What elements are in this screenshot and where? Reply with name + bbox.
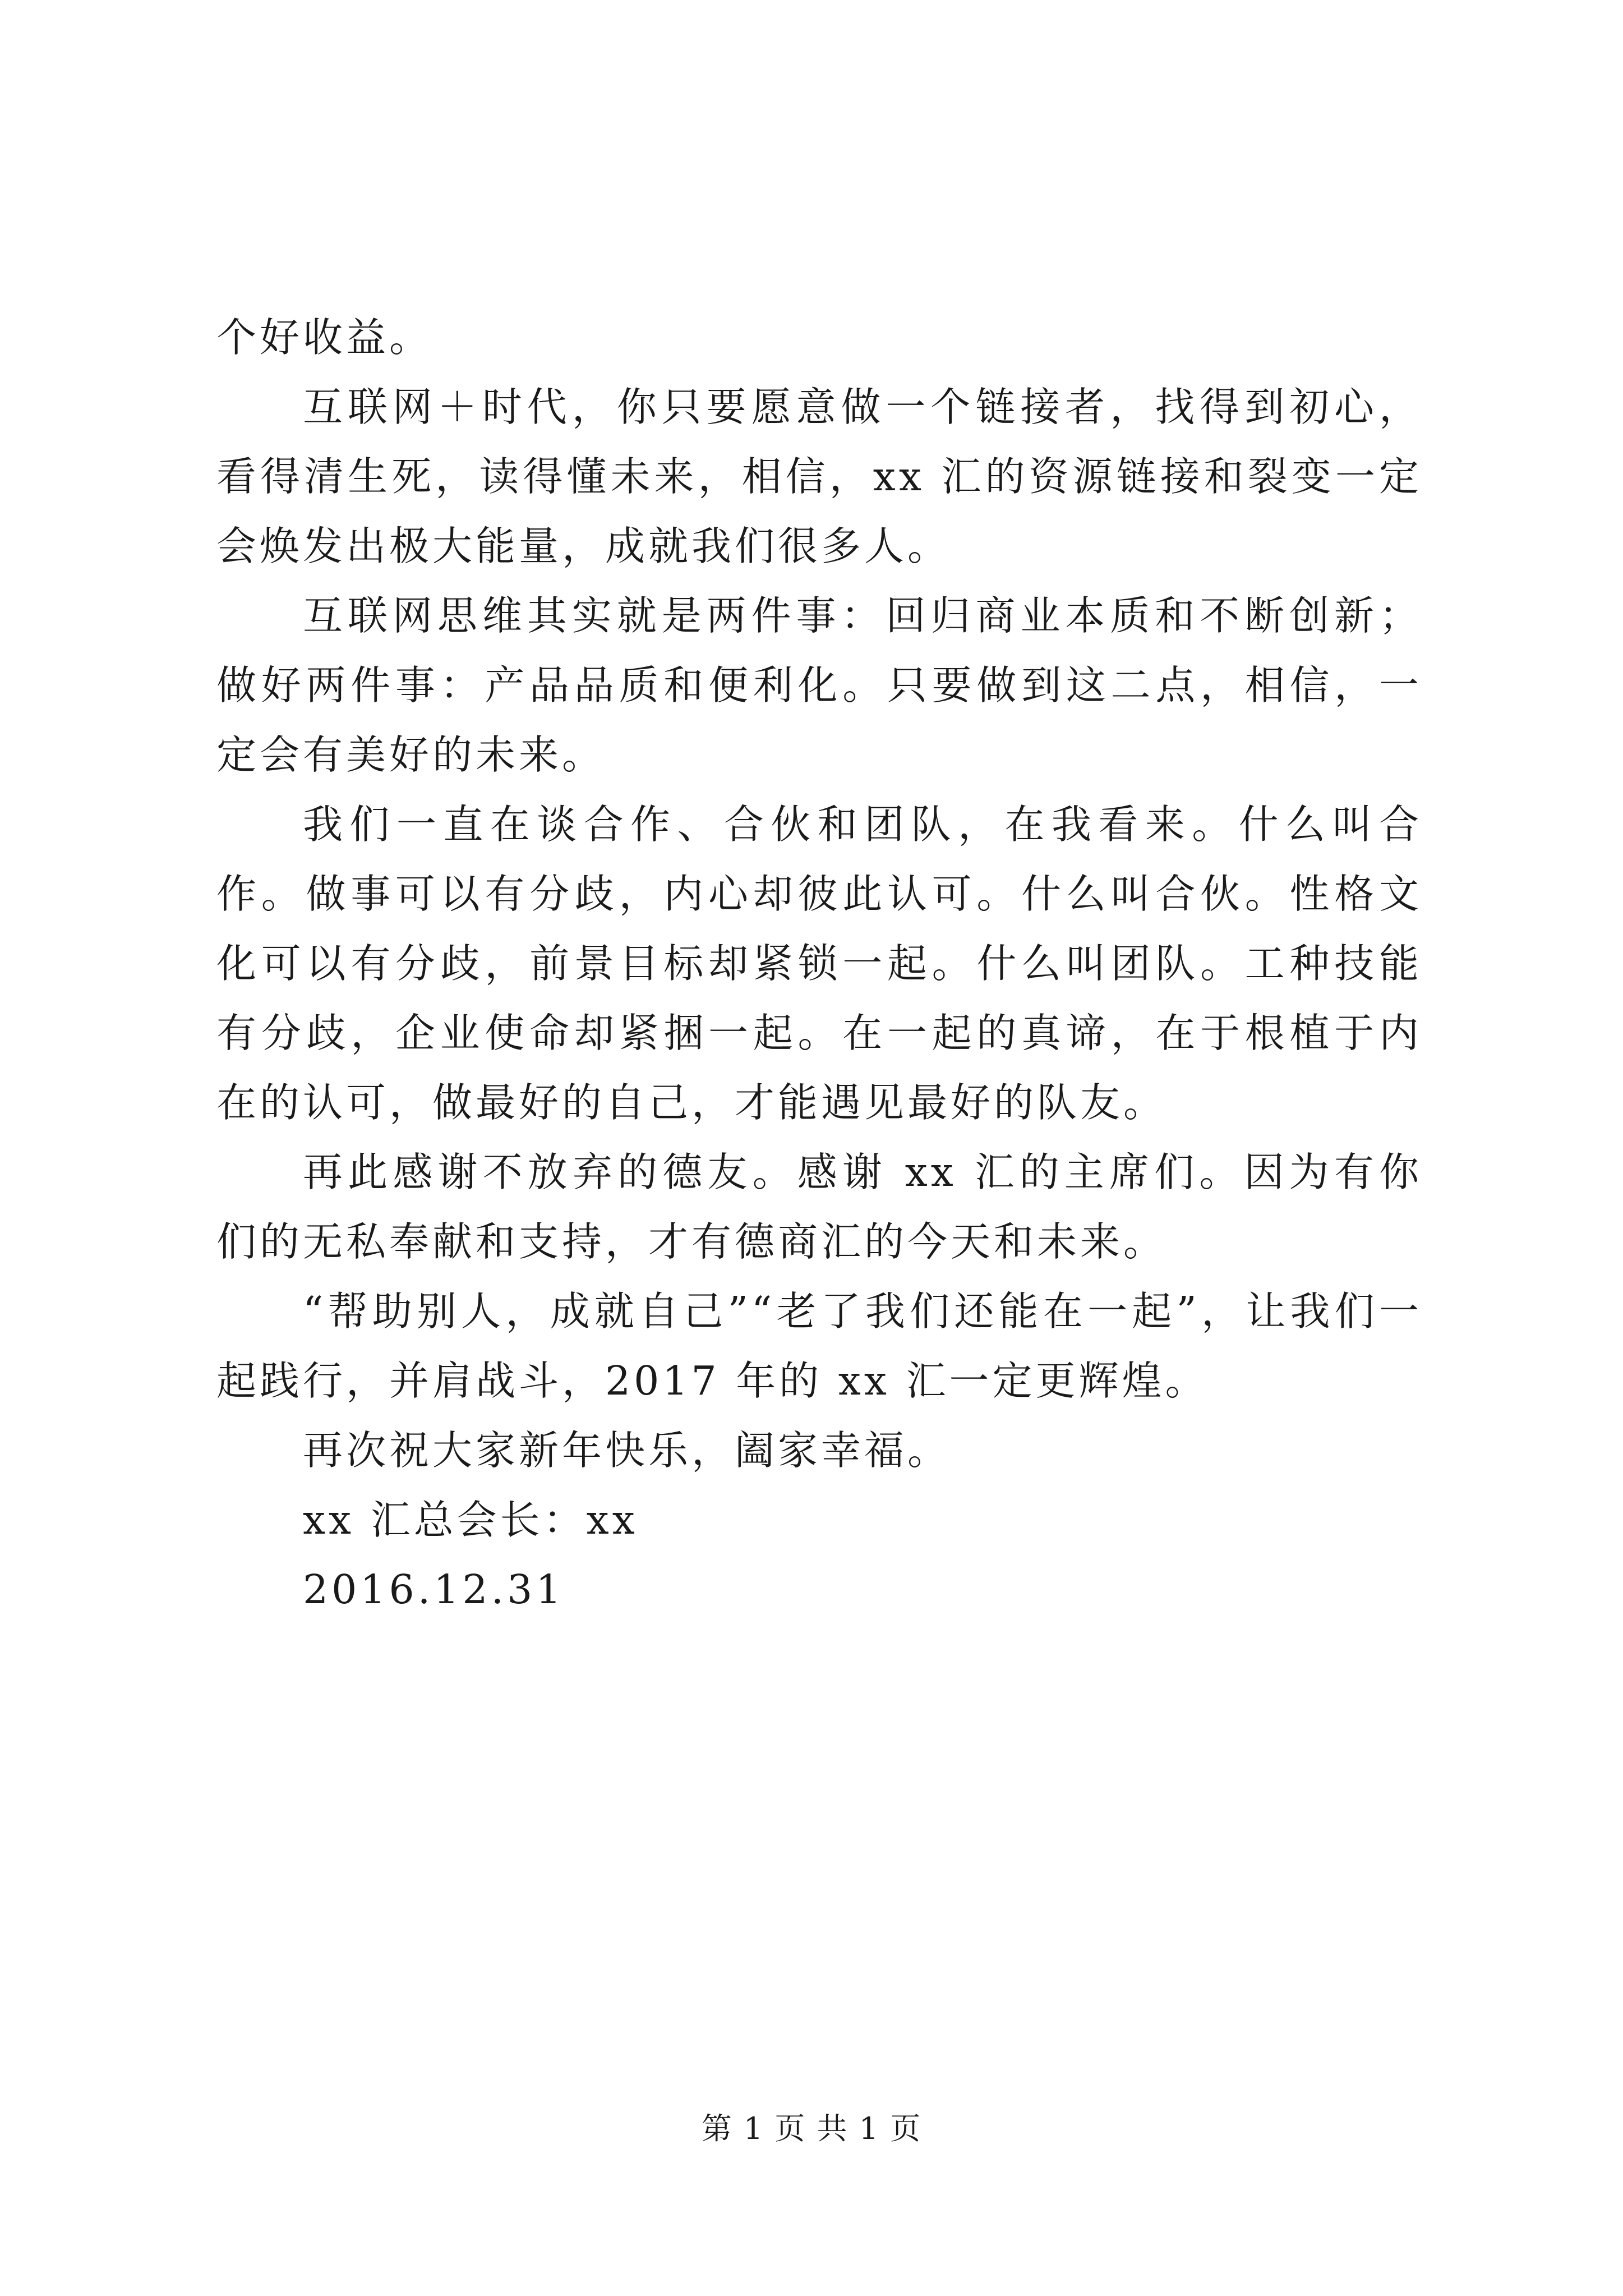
paragraph-6: “帮助别人，成就自己”“老了我们还能在一起”，让我们一起践行，并肩战斗，2017 年的 xx 汇一定更辉煌。 (216, 1288, 1422, 1404)
paragraph-7: 再次祝大家新年快乐，阖家幸福。 (303, 1427, 951, 1474)
signature-line: xx 汇总会长：xx (303, 1497, 638, 1543)
paragraph-5: 再此感谢不放弃的德友。感谢 xx 汇的主席们。因为有你们的无私奉献和支持，才有德商汇的今天和未来。 (216, 1149, 1422, 1265)
document-body (216, 303, 1422, 1625)
paragraph-4: 我们一直在谈合作、合伙和团队，在我看来。什么叫合作。做事可以有分歧，内心却彼此认可。什么叫合伙。性格文化可以有分歧，前景目标却紧锁一起。什么叫团队。工种技能有分歧，企业使命却紧捆一起。在一起的真谛，在于根植于内在的认可，做最好的自己，才能遇见最好的队友。 (216, 801, 1422, 1126)
date-line: 2016.12.31 (303, 1566, 565, 1613)
paragraph-1: 个好收益。 (216, 314, 433, 361)
paragraph-2: 互联网＋时代，你只要愿意做一个链接者，找得到初心，看得清生死，读得懂未来，相信，xx 汇的资源链接和裂变一定会焕发出极大能量，成就我们很多人。 (216, 384, 1422, 569)
paragraph-3: 互联网思维其实就是两件事：回归商业本质和不断创新；做好两件事：产品品质和便利化。只要做到这二点，相信，一定会有美好的未来。 (216, 592, 1422, 778)
page-footer: 第 1 页 共 1 页 (701, 2111, 922, 2146)
